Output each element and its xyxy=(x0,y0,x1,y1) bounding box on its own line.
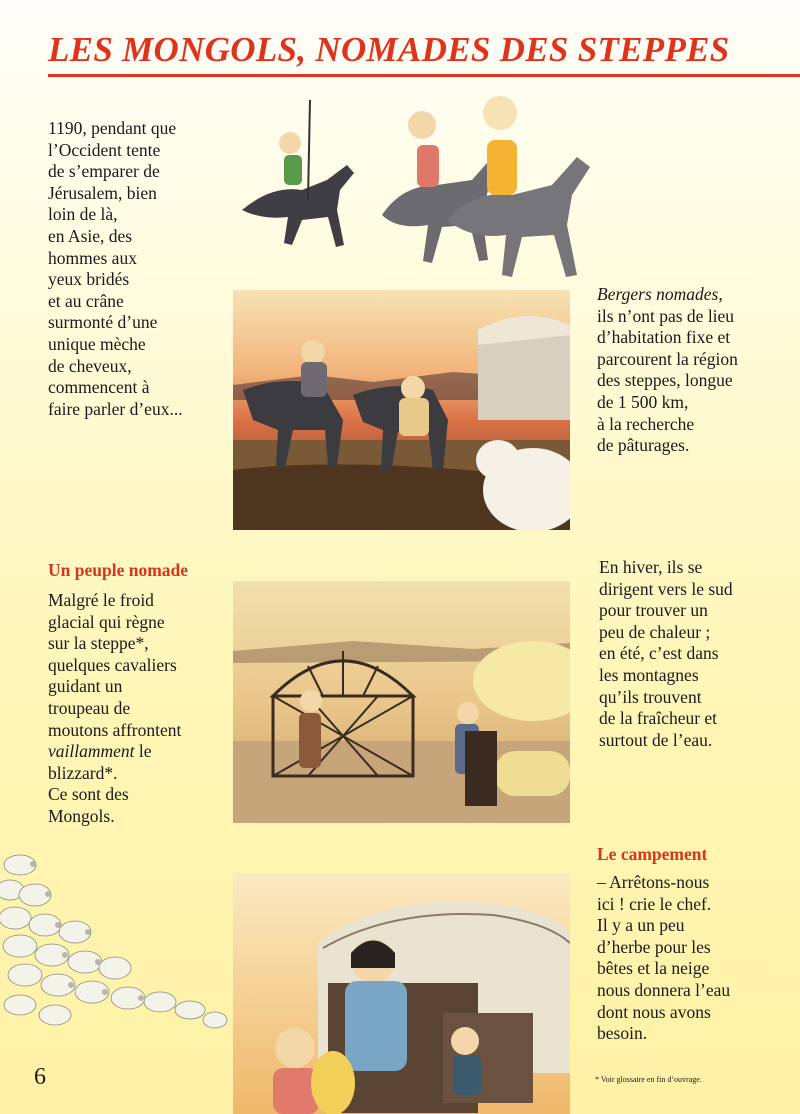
small-rider-figure xyxy=(242,100,354,247)
sheep-flock-decoration xyxy=(0,850,235,1035)
campement-paragraph: – Arrêtons-nous ici ! crie le chef. Il y a un peu d’herbe pour les bêtes et la neige nous donnera l’eau dont nous avons besoin. xyxy=(597,872,731,1044)
yurt-building-scene xyxy=(233,581,570,823)
section-heading-campement: Le campement xyxy=(597,844,708,864)
nomade-text-before: Malgré le froid glacial qui règne sur la steppe*, quelques cavaliers guidant un troupeau de moutons affrontent xyxy=(48,590,182,740)
sunset-riders-scene xyxy=(233,290,570,530)
hiver-caption: En hiver, ils se dirigent vers le sud pour trouver un peu de chaleur ; en été, c’est dans les montagnes qu’ils trouvent de la fraîcheur et surtout de l’eau. xyxy=(599,557,733,750)
page-number: 6 xyxy=(34,1064,46,1090)
title-underline xyxy=(48,74,800,77)
nomade-text-italic: vaillamment xyxy=(48,741,135,762)
nomade-text-after: le blizzard*. Ce sont des Mongols. xyxy=(48,741,152,826)
section-heading-nomade: Un peuple nomade xyxy=(48,560,189,580)
bergers-caption-text: ils n’ont pas de lieu d’habitation fixe et parcourent la région des steppes, longue de 1 500 km, à la recherche de pâturages. xyxy=(597,305,738,456)
bergers-caption-italic: Bergers nomades, xyxy=(597,284,723,304)
nomade-paragraph xyxy=(48,590,181,828)
intro-paragraph: 1190, pendant que l’Occident tente de s’emparer de Jérusalem, bien loin de là, en Asie, des hommes aux yeux bridés et au crâne surmonté d’une unique mèche de cheveux, commencent à faire parler d’eux... xyxy=(48,118,183,419)
bergers-caption xyxy=(597,284,738,457)
riders-illustration xyxy=(232,85,617,285)
pink-rider-figure xyxy=(382,111,504,263)
glossary-footnote: * Voir glossaire en fin d’ouvrage. xyxy=(595,1075,702,1084)
page-title: LES MONGOLS, NOMADES DES STEPPES xyxy=(48,30,730,69)
wagon-family-scene xyxy=(233,873,570,1114)
